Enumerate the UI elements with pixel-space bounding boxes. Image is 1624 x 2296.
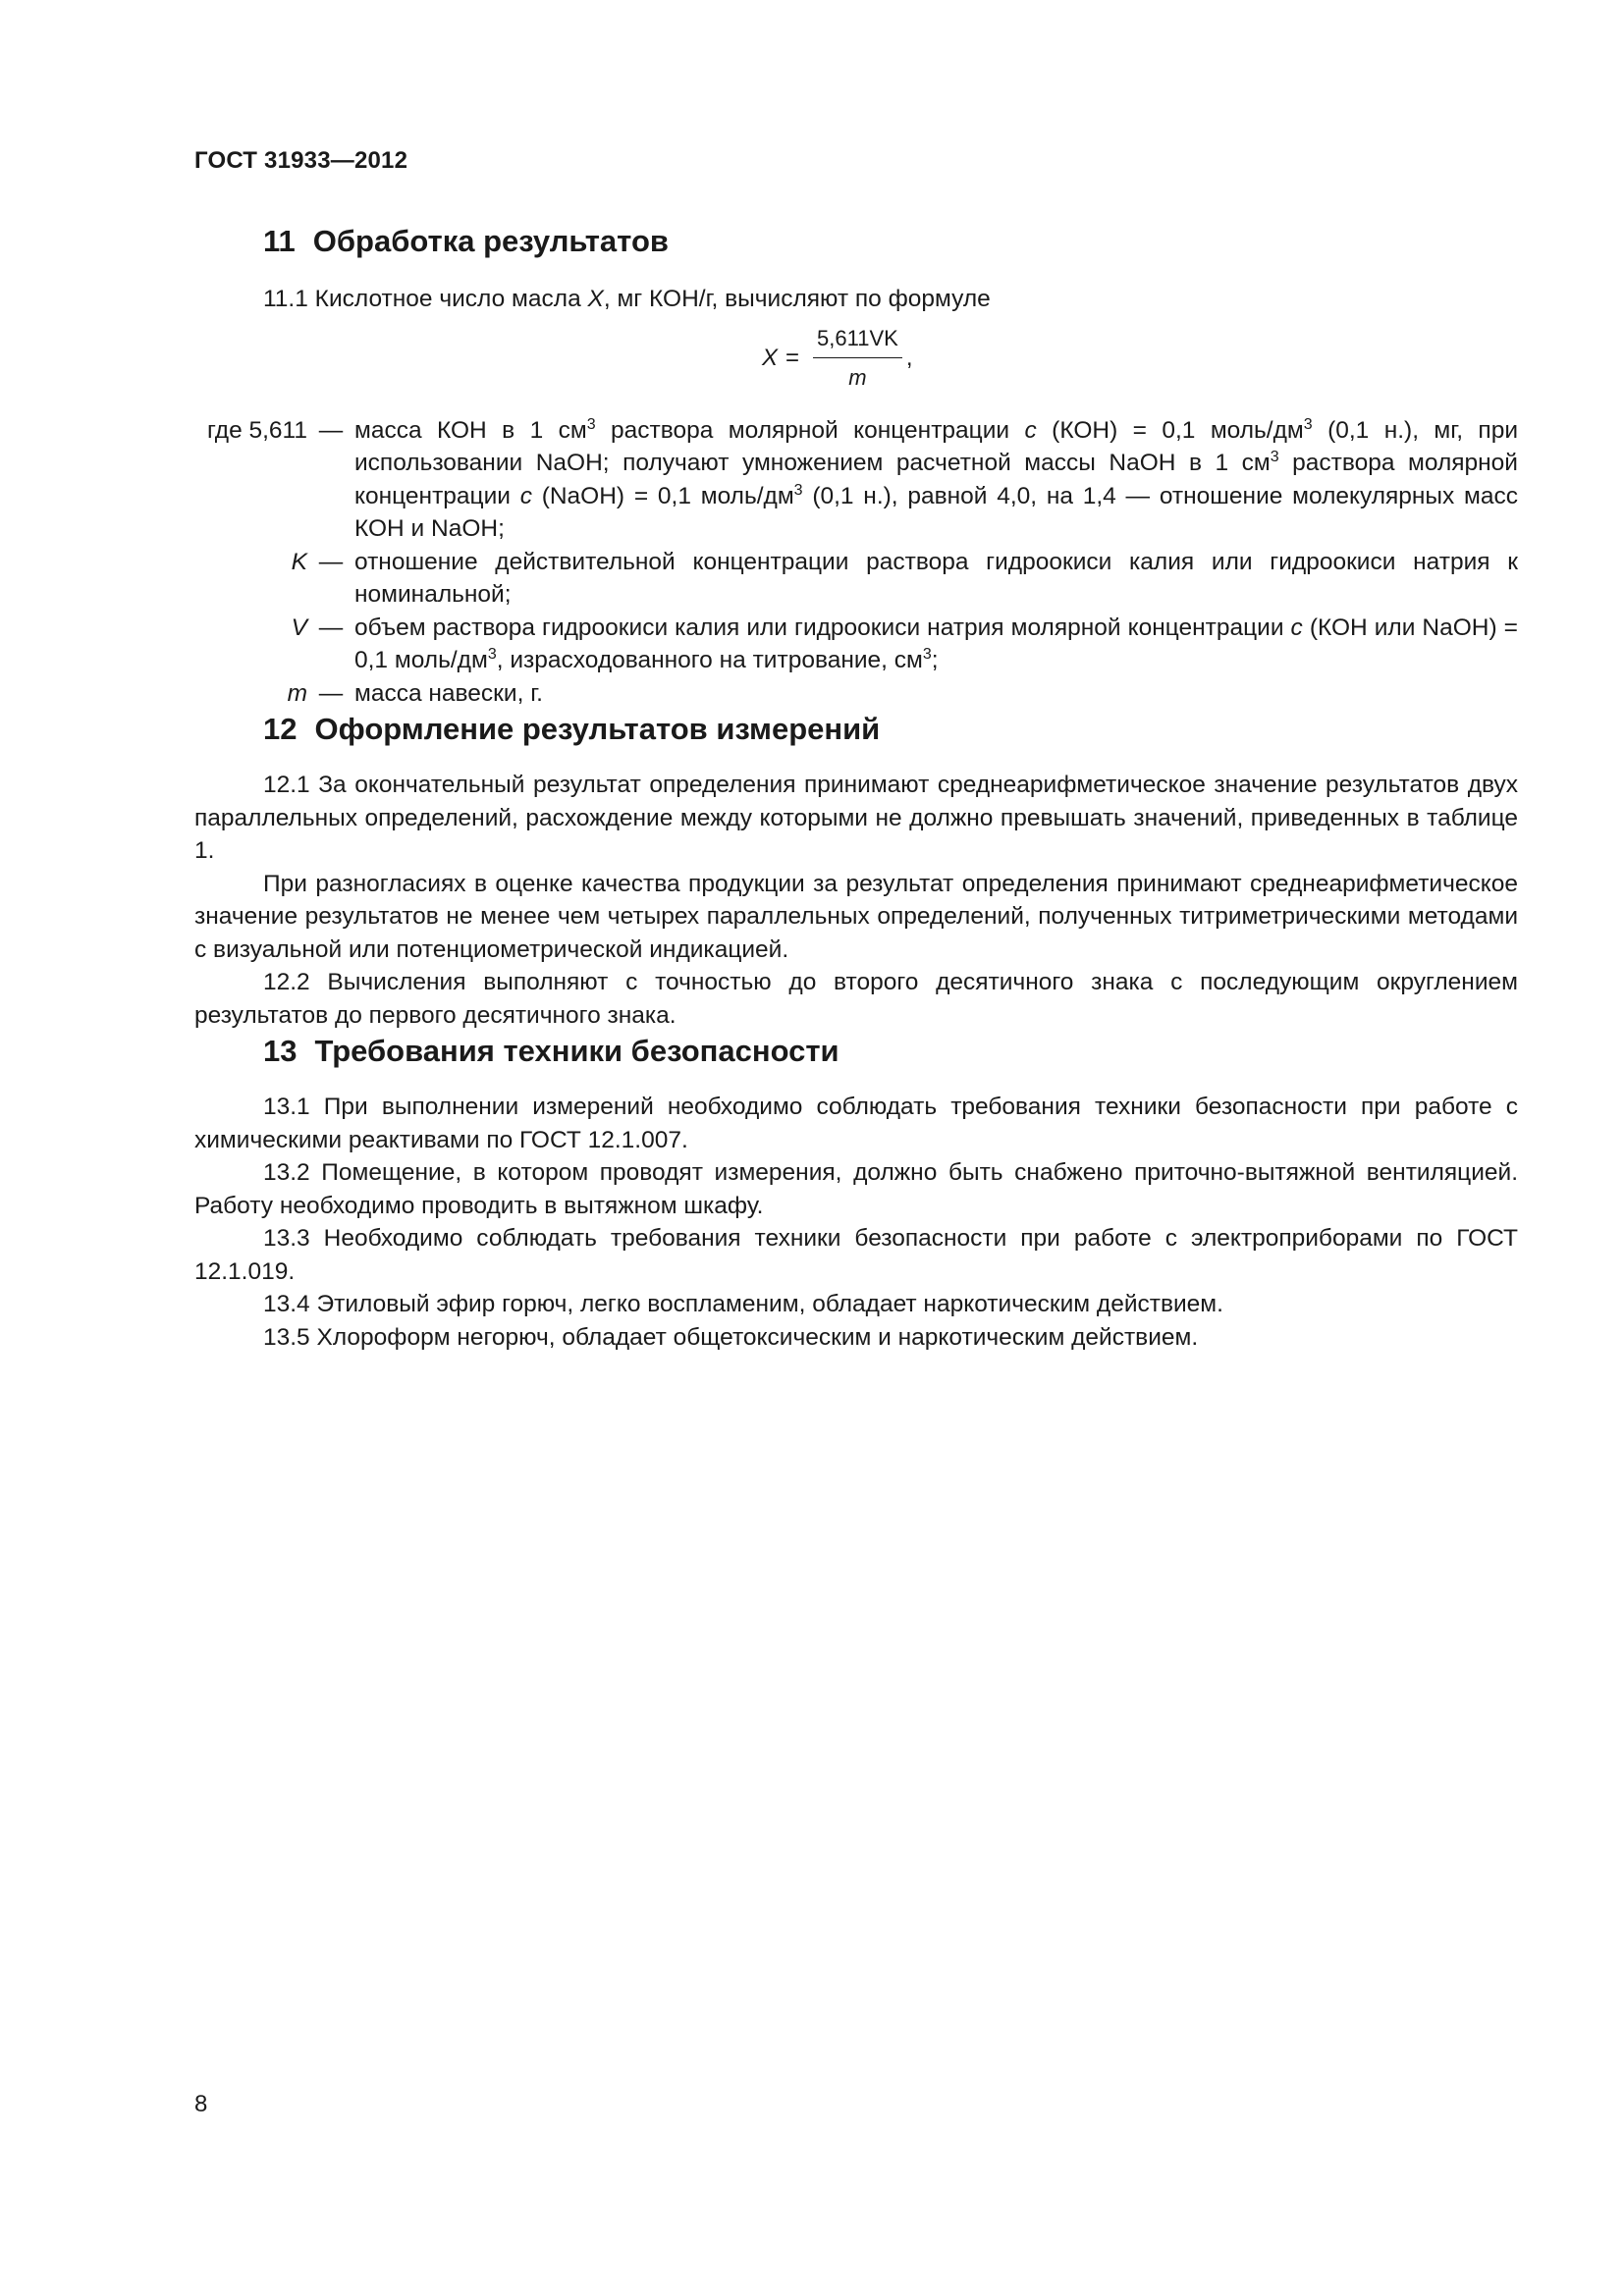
paragraph-11-1: 11.1 Кислотное число масла X, мг КОН/г, вычисляют по формуле <box>263 286 991 312</box>
legend-item <box>194 414 1518 546</box>
legend-dash: — <box>318 614 344 641</box>
legend-text: отношение действительной концентрации раствора гидроокиси калия или гидроокиси натрия к номинальной; <box>354 548 1518 608</box>
formula-fraction <box>813 322 902 395</box>
paragraph-13-3: 13.3 Необходимо соблюдать требования техники безопасности при работе с электроприборами по ГОСТ 12.1.019. <box>194 1225 1518 1285</box>
legend-text: масса КОН в 1 $см^3$ раствора молярной концентрации c (КОН) = 0,1 моль/$дм^3$ (0,1 н.), мг, при использовании NaOH; получают умножением расчетной массы NaOH в 1 $см^3$ раствора молярной концентрации c (NaOH) = 0,1 моль/$дм^3$ (0,1 н.), равной 4,0, на 1,4 — отношение молекулярных масс КОН и NaOH; <box>354 415 1519 542</box>
formula-trailing-comma: , <box>905 344 913 371</box>
legend-key: где 5,611 <box>206 416 307 444</box>
paragraph-13-2: 13.2 Помещение, в котором проводят измерения, должно быть снабжено приточно-вытяжной вентиляцией. Работу необходимо проводить в вытяжном шкафу. <box>194 1159 1518 1219</box>
section-13-title: Требования техники безопасности <box>314 1034 839 1068</box>
page-content <box>194 222 1518 1354</box>
formula-denominator: m <box>848 365 867 390</box>
legend-key: m <box>287 679 307 707</box>
legend-dash: — <box>318 679 344 707</box>
legend-key: V <box>291 614 307 641</box>
section-11-heading <box>194 222 1518 261</box>
formula-numerator: 5,611VK <box>813 322 902 359</box>
section-11-number: 11 <box>263 224 296 258</box>
section-12-title: Оформление результатов измерений <box>314 712 881 746</box>
legend-item <box>194 546 1518 612</box>
legend-item <box>194 612 1518 677</box>
section-12-heading <box>194 710 1518 749</box>
legend-dash: — <box>318 548 344 575</box>
formula-legend <box>194 414 1518 711</box>
section-13-heading <box>194 1032 1518 1071</box>
section-13-number: 13 <box>263 1034 298 1068</box>
document-header: ГОСТ 31933—2012 <box>194 147 408 174</box>
acid-number-formula <box>194 324 1518 393</box>
legend-dash: — <box>318 416 344 444</box>
paragraph-12-1: 12.1 За окончательный результат определения принимают среднеарифметическое значение результатов двух параллельных определений, расхождение между которыми не должно превышать значений, приведенных в таблице 1. <box>194 772 1518 864</box>
formula-equals: = <box>785 344 800 371</box>
paragraph-13-4: 13.4 Этиловый эфир горюч, легко воспламеним, обладает наркотическим действием. <box>263 1291 1223 1317</box>
section-12-number: 12 <box>263 712 298 746</box>
paragraph-12-2: 12.2 Вычисления выполняют с точностью до второго десятичного знака с последующим округлением результатов до первого десятичного знака. <box>194 969 1518 1029</box>
legend-key: K <box>291 548 307 575</box>
paragraph-13-1: 13.1 При выполнении измерений необходимо соблюдать требования техники безопасности при работе с химическими реактивами по ГОСТ 12.1.007. <box>194 1094 1518 1153</box>
page-number: 8 <box>194 2091 208 2117</box>
legend-text: масса навески, г. <box>354 679 543 707</box>
paragraph-12-1-disputes: При разногласиях в оценке качества продукции за результат определения принимают среднеарифметическое значение результатов не менее чем четырех параллельных определений, полученных титриметрическими методами с визуальной или потенциометрической индикацией. <box>194 870 1518 963</box>
paragraph-13-5: 13.5 Хлороформ негорюч, обладает общетоксическим и наркотическим действием. <box>263 1323 1199 1351</box>
legend-item <box>194 677 1518 711</box>
formula-lhs: X <box>762 344 779 371</box>
legend-text: объем раствора гидроокиси калия или гидроокиси натрия молярной концентрации c (КОН или NaOH) = 0,1 моль/$дм^3$, израсходованного на титрование, $см^3$; <box>354 614 1518 673</box>
section-11-title: Обработка результатов <box>312 224 669 258</box>
